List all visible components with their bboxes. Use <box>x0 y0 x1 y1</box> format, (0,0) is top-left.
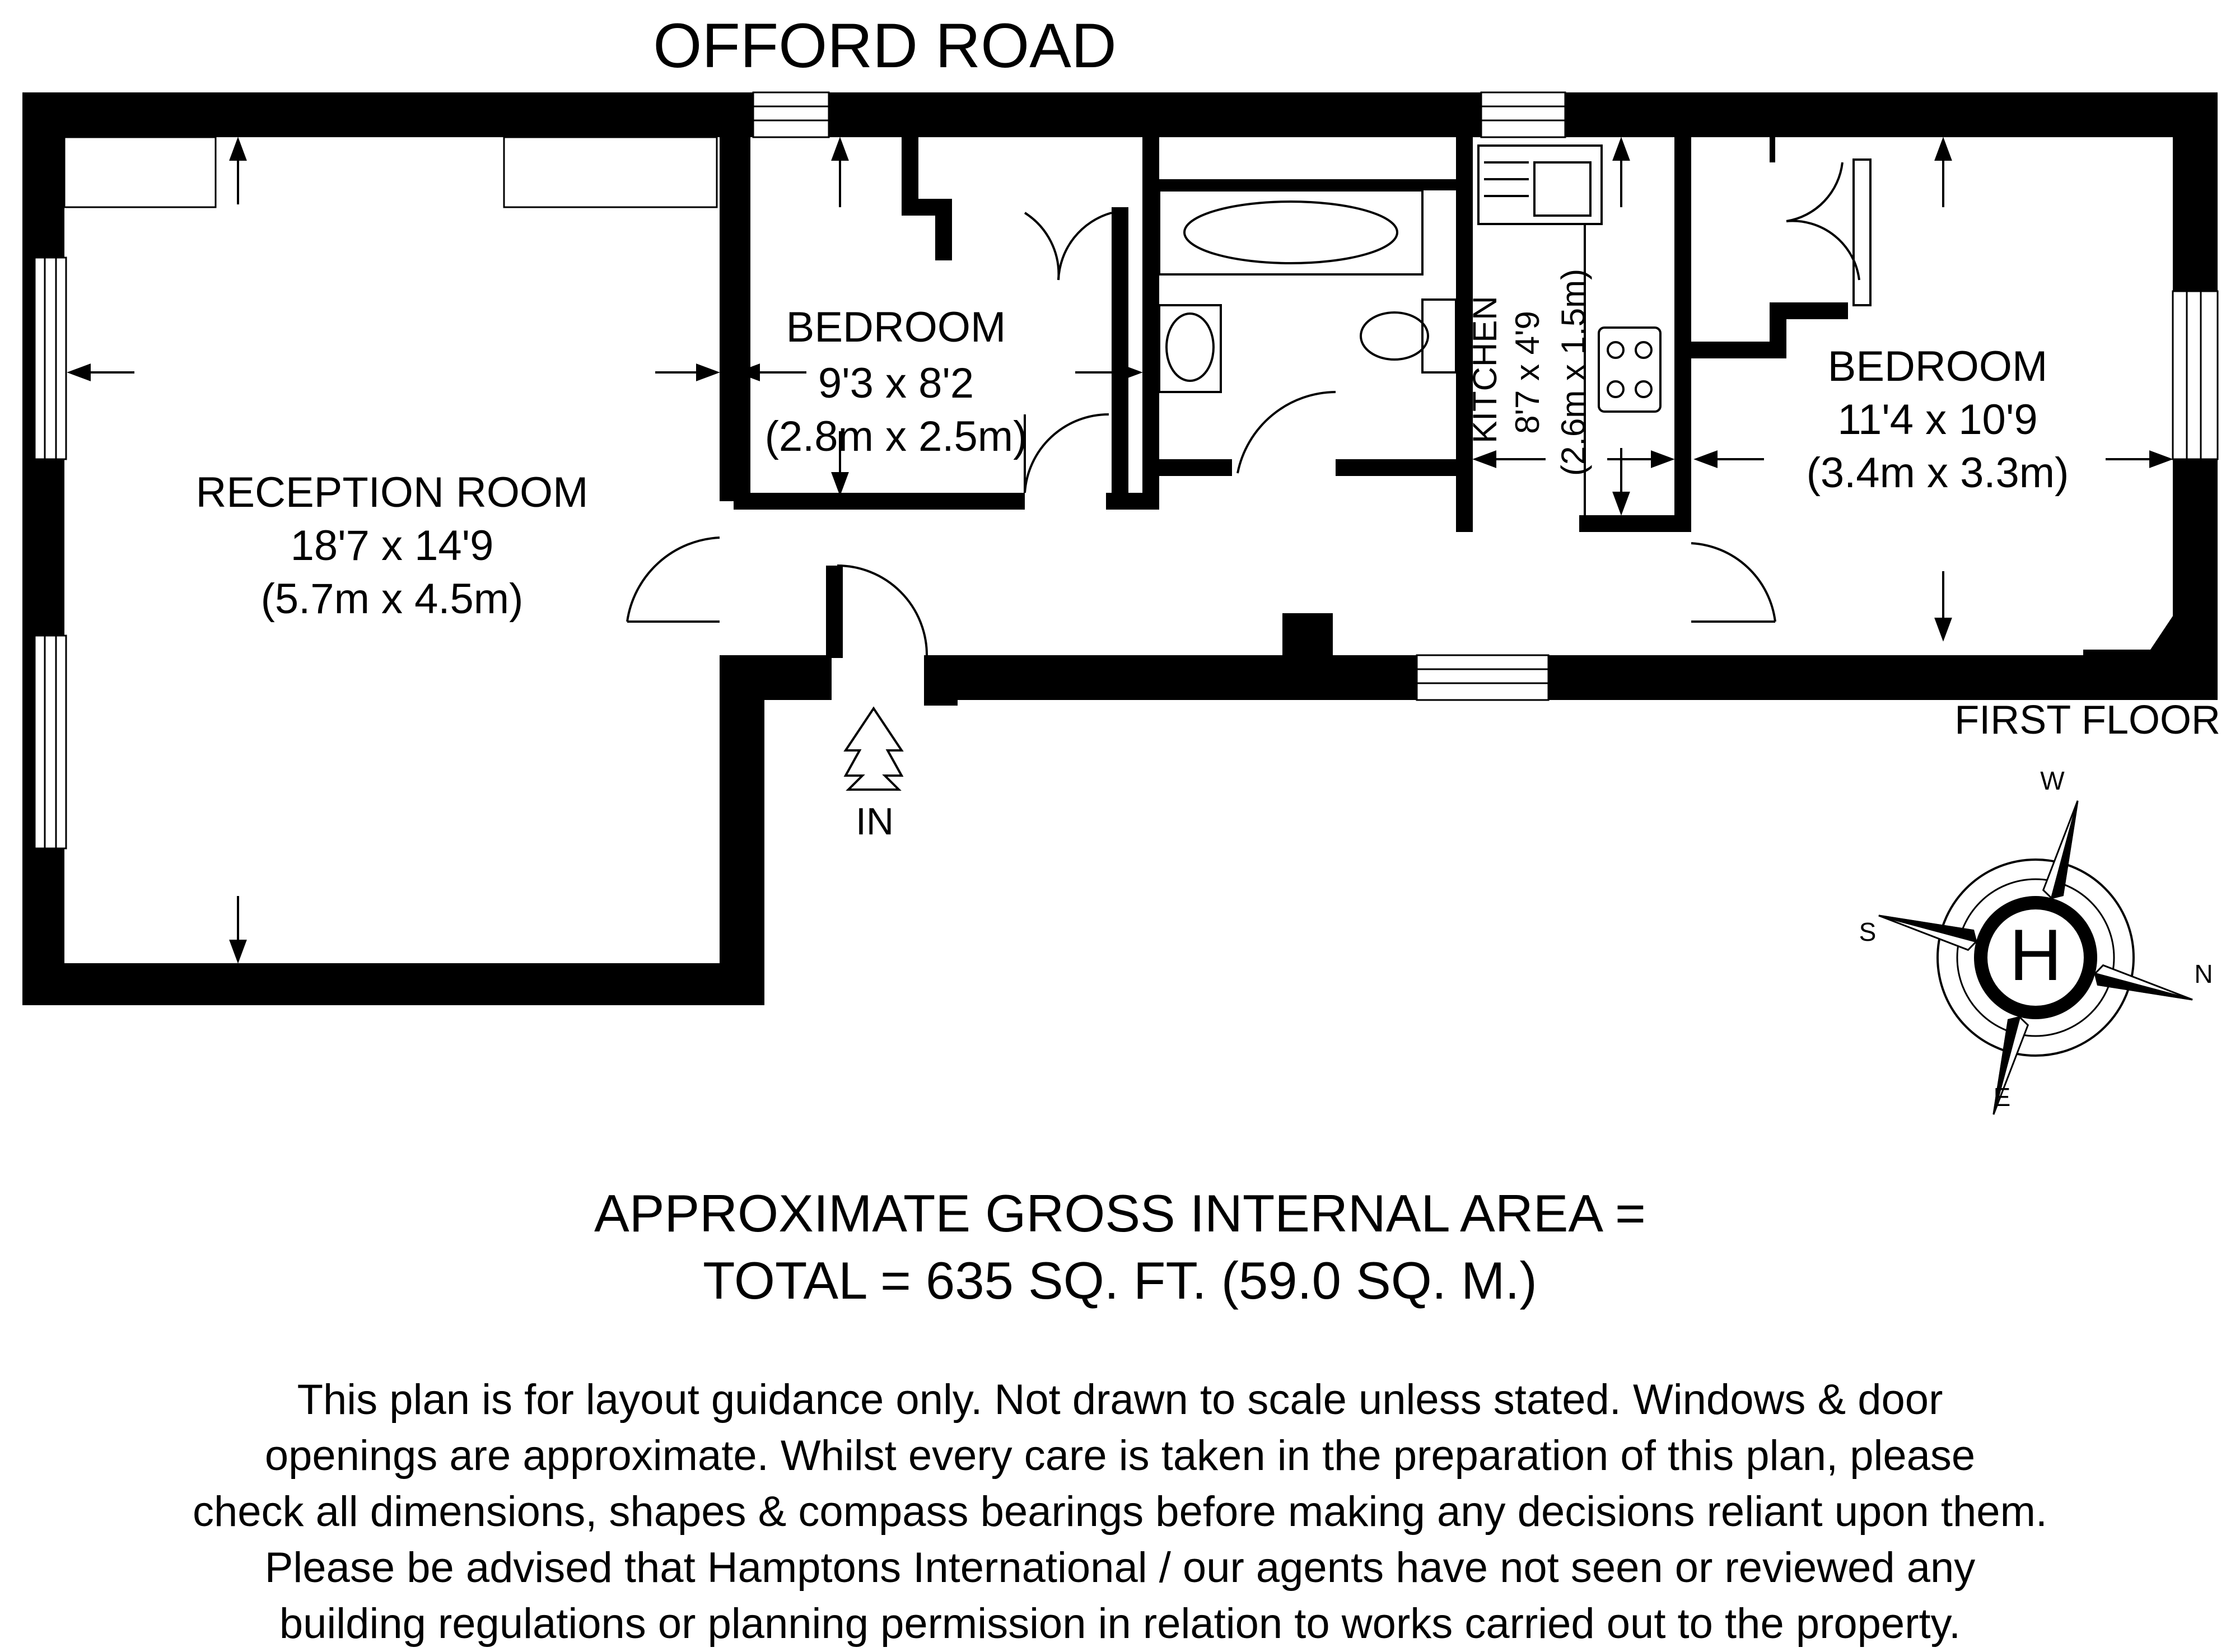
kitchen-size-metric: (2.6m x 1.5m) <box>1555 268 1592 477</box>
compass-west: W <box>2040 766 2065 795</box>
area-heading: APPROXIMATE GROSS INTERNAL AREA = <box>594 1184 1646 1243</box>
road-name: OFFORD ROAD <box>653 11 1117 81</box>
bathtub <box>1159 190 1422 274</box>
kitchen-size-imperial: 8'7 x 4'9 <box>1509 311 1546 434</box>
bath-fixtures <box>1159 190 1456 392</box>
compass-east: E <box>1993 1082 2011 1112</box>
floor-label: FIRST FLOOR <box>1954 698 2220 743</box>
compass-south: S <box>1859 917 1877 946</box>
compass-h-icon: H <box>2009 914 2062 996</box>
area-total: TOTAL = 635 SQ. FT. (59.0 SQ. M.) <box>703 1251 1537 1310</box>
entrance-arrow <box>846 708 902 790</box>
entrance-label: IN <box>856 800 894 843</box>
disclaimer-line: Please be advised that Hamptons International / our agents have not seen or reviewed any <box>264 1544 1976 1592</box>
disclaimer-line: check all dimensions, shapes & compass bearings before making any decisions reliant upon them. <box>192 1488 2047 1536</box>
bedroom-1-size-metric: (2.8m x 2.5m) <box>764 413 1028 460</box>
sink-unit <box>1478 146 1602 224</box>
bathtub-basin <box>1184 202 1397 263</box>
bedroom-1-name: BEDROOM <box>786 304 1006 351</box>
hob <box>1599 328 1660 412</box>
washbasin <box>1159 305 1221 392</box>
compass <box>1837 759 2234 1156</box>
disclaimer-line: openings are approximate. Whilst every care is taken in the preparation of this plan, please <box>264 1432 1976 1480</box>
bedroom-1-size-imperial: 9'3 x 8'2 <box>818 360 974 407</box>
compass-north: N <box>2194 959 2213 988</box>
disclaimer-line: building regulations or planning permission in relation to works carried out to the property. <box>279 1600 1961 1648</box>
room-labels <box>196 304 2069 623</box>
kitchen-label <box>1466 269 1592 476</box>
reception-name: RECEPTION ROOM <box>195 469 589 516</box>
kitchen-name: KITCHEN <box>1466 296 1504 444</box>
bedroom-2-size-imperial: 11'4 x 10'9 <box>1837 396 2038 444</box>
reception-size-imperial: 18'7 x 14'9 <box>290 522 494 570</box>
bedroom-2-name: BEDROOM <box>1827 343 2048 390</box>
disclaimer <box>0 1372 2240 1652</box>
bedroom-2-size-metric: (3.4m x 3.3m) <box>1806 449 2069 497</box>
disclaimer-line: This plan is for layout guidance only. Not drawn to scale unless stated. Windows & door <box>297 1376 1943 1424</box>
reception-size-metric: (5.7m x 4.5m) <box>260 575 524 623</box>
